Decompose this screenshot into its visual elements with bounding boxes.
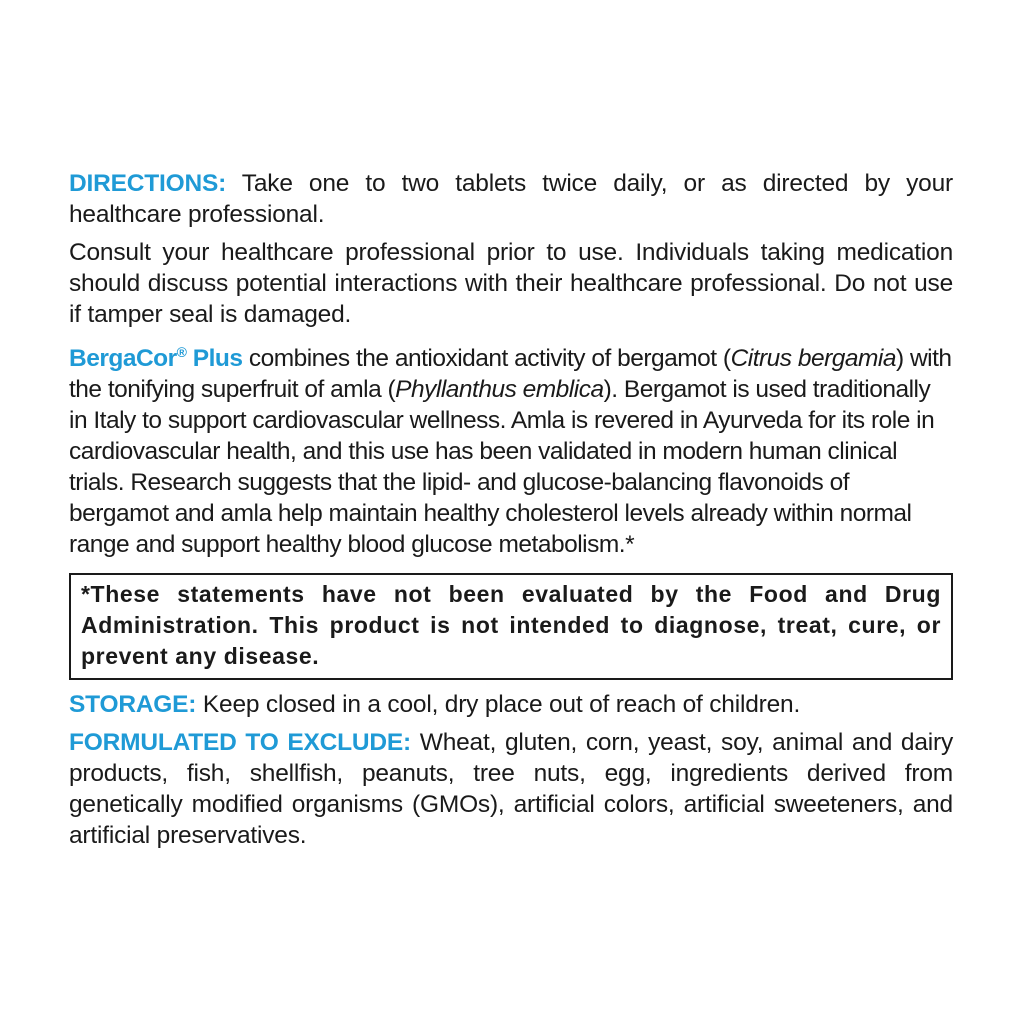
description-text-1: combines the antioxidant activity of bergamot ( <box>242 345 731 372</box>
caution-text: Consult your healthcare professional prior to use. Individuals taking medication should discuss potential interactions with their healthcare professional. Do not use if tamper seal is damaged. <box>69 239 953 328</box>
exclusions-heading: FORMULATED TO EXCLUDE: <box>69 729 411 756</box>
exclusions-text: Wheat, gluten, corn, yeast, soy, animal and dairy products, fish, shellfish, peanuts, tree nuts, egg, ingredients derived from genetically modified organisms (GMOs), artificial colors, artificial sweeteners, and artificial preservatives. <box>69 729 953 849</box>
fda-disclaimer-text: *These statements have not been evaluated by the Food and Drug Administration. This product is not intended to diagnose, treat, cure, or prevent any disease. <box>81 581 941 669</box>
brand-suffix: Plus <box>186 345 243 372</box>
supplement-label-panel <box>69 168 953 858</box>
latin-name-amla: Phyllanthus emblica <box>395 376 604 403</box>
description-text-3: ). Bergamot is used traditionally in Italy to support cardiovascular wellness. Amla is revered in Ayurveda for its role in cardiovascular health, and this use has been validated in modern human clinical trials. Research suggests that the lipid- and glucose-balancing flavonoids of bergamot and amla help maintain healthy cholesterol levels already within normal range and support healthy blood glucose metabolism.* <box>69 376 935 558</box>
storage-paragraph <box>69 689 953 720</box>
latin-name-bergamot: Citrus bergamia <box>730 345 896 372</box>
brand-name: BergaCor <box>69 345 177 372</box>
fda-disclaimer-box <box>69 573 953 680</box>
storage-heading: STORAGE: <box>69 691 197 718</box>
description-paragraph <box>69 337 953 560</box>
description-text-2: ) with the tonifying superfruit of amla ( <box>69 345 952 403</box>
directions-paragraph <box>69 168 953 230</box>
directions-text: Take one to two tablets twice daily, or as directed by your healthcare professional. <box>69 170 953 228</box>
registered-mark: ® <box>176 344 187 360</box>
caution-paragraph <box>69 237 953 330</box>
directions-heading: DIRECTIONS: <box>69 170 227 197</box>
exclusions-paragraph <box>69 727 953 851</box>
storage-text: Keep closed in a cool, dry place out of reach of children. <box>196 691 801 718</box>
